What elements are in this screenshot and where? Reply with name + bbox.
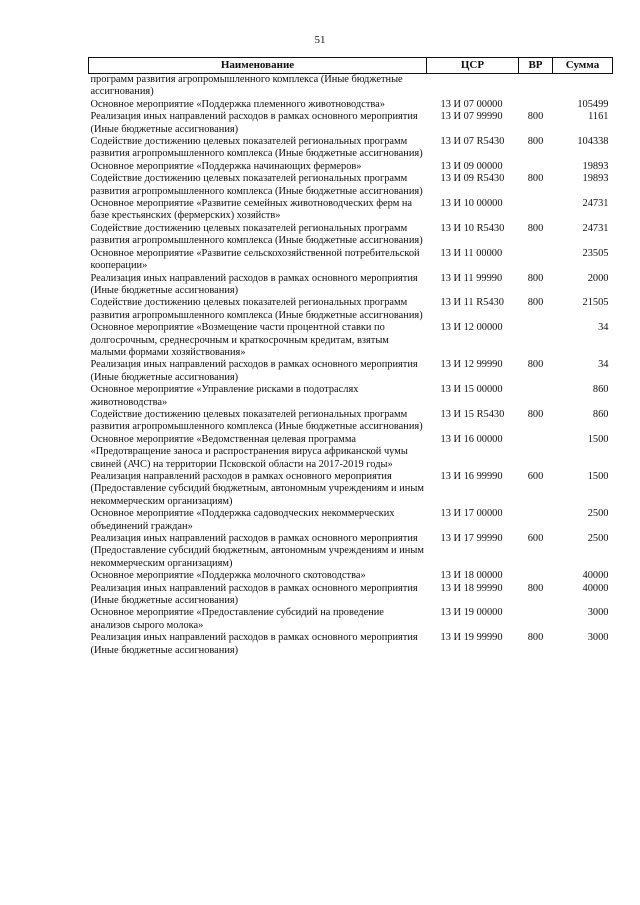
cell-name: Содействие достижению целевых показателей региональных программ развития агропромышленного комплекса (Иные бюджетные ассигнования) xyxy=(90,136,423,160)
table-header-row xyxy=(89,58,613,74)
table-row xyxy=(89,508,613,533)
table-row xyxy=(89,111,613,136)
table-row xyxy=(89,322,613,359)
cell-vr xyxy=(519,248,553,273)
cell-csr: 13 И 16 00000 xyxy=(440,433,503,445)
table-row xyxy=(89,297,613,322)
cell-csr: 13 И 10 R5430 xyxy=(440,222,505,234)
cell-csr: 13 И 11 99990 xyxy=(440,272,503,284)
cell-vr xyxy=(519,99,553,111)
cell-vr: 800 xyxy=(527,173,544,185)
cell-vr xyxy=(519,161,553,173)
cell-name: Основное мероприятие «Управление рисками в подотраслях животноводства» xyxy=(90,384,359,408)
cell-sum: 104338 xyxy=(577,136,609,148)
cell-csr: 13 И 07 00000 xyxy=(440,98,503,110)
table-row xyxy=(89,198,613,223)
cell-sum: 2500 xyxy=(587,533,609,545)
cell-csr: 13 И 10 00000 xyxy=(440,198,503,210)
cell-vr xyxy=(519,570,553,582)
table-row xyxy=(89,99,613,111)
cell-name: Реализация иных направлений расходов в рамках основного мероприятия (Иные бюджетные ассигнования) xyxy=(90,632,418,656)
cell-name: Реализация направлений расходов в рамках основного мероприятия (Предоставление субсидий бюджетным, автономным учреждениям и иным некоммерческим организациям) xyxy=(90,471,424,507)
table-row xyxy=(89,570,613,582)
cell-csr: 13 И 09 R5430 xyxy=(440,173,505,185)
cell-name: Содействие достижению целевых показателей региональных программ развития агропромышленного комплекса (Иные бюджетные ассигнования) xyxy=(90,297,423,321)
cell-csr: 13 И 07 R5430 xyxy=(440,136,505,148)
cell-sum: 860 xyxy=(592,384,609,396)
table-row xyxy=(89,409,613,434)
cell-vr: 800 xyxy=(527,297,544,309)
cell-sum: 24731 xyxy=(582,222,609,234)
cell-sum: 34 xyxy=(598,322,609,334)
cell-csr: 13 И 19 00000 xyxy=(440,607,503,619)
cell-vr xyxy=(519,434,553,471)
cell-sum: 21505 xyxy=(582,297,609,309)
table-row xyxy=(89,384,613,409)
table-row xyxy=(89,74,613,99)
cell-sum: 19893 xyxy=(582,160,609,172)
cell-vr: 800 xyxy=(527,359,544,371)
cell-vr xyxy=(519,198,553,223)
cell-vr: 800 xyxy=(527,272,544,284)
table-row xyxy=(89,471,613,508)
table-row xyxy=(89,136,613,161)
cell-csr: 13 И 16 99990 xyxy=(440,471,503,482)
cell-sum: 34 xyxy=(598,359,609,371)
cell-name: Реализация иных направлений расходов в рамках основного мероприятия (Иные бюджетные ассигнования) xyxy=(90,111,418,135)
cell-sum: 19893 xyxy=(582,173,609,185)
cell-name: Реализация иных направлений расходов в рамках основного мероприятия (Иные бюджетные ассигнования) xyxy=(90,272,418,296)
cell-csr: 13 И 17 00000 xyxy=(440,508,503,520)
cell-sum: 40000 xyxy=(582,582,609,594)
cell-vr: 800 xyxy=(527,136,544,148)
cell-csr: 13 И 09 00000 xyxy=(440,160,503,172)
cell-sum: 2500 xyxy=(587,508,609,520)
cell-name: Основное мероприятие «Поддержка начинающих фермеров» xyxy=(90,160,362,172)
table-row xyxy=(89,632,613,657)
cell-name: Основное мероприятие «Развитие сельскохозяйственной потребительской кооперации» xyxy=(90,247,420,272)
table-row xyxy=(89,359,613,384)
cell-name: Основное мероприятие «Поддержка молочного скотоводства» xyxy=(90,570,366,582)
table-row xyxy=(89,273,613,298)
cell-name: Основное мероприятие «Поддержка племенного животноводства» xyxy=(90,98,385,110)
cell-vr: 800 xyxy=(527,408,544,420)
cell-name: Содействие достижению целевых показателей региональных программ развития агропромышленного комплекса (Иные бюджетные ассигнования) xyxy=(90,408,423,433)
page-number: 51 xyxy=(314,34,326,46)
table-row xyxy=(89,173,613,198)
cell-csr: 13 И 18 99990 xyxy=(440,582,503,594)
cell-sum xyxy=(553,74,613,99)
cell-csr: 13 И 15 00000 xyxy=(440,384,503,396)
cell-name: Основное мероприятие «Поддержка садоводческих некоммерческих объединений граждан» xyxy=(90,508,395,532)
cell-vr: 600 xyxy=(527,533,544,545)
cell-vr: 800 xyxy=(527,632,544,644)
cell-csr: 13 И 11 00000 xyxy=(440,247,503,259)
cell-name: Основное мероприятие «Ведомственная целевая программа «Предотвращение заноса и распространения вируса африканской чумы свиней (АЧС) на территории Псковской области на 2017-2019 годы» xyxy=(90,433,408,470)
cell-name: Содействие достижению целевых показателей региональных программ развития агропромышленного комплекса (Иные бюджетные ассигнования) xyxy=(90,222,423,247)
header-sum: Сумма xyxy=(553,58,613,74)
budget-table xyxy=(88,57,613,657)
cell-name: Основное мероприятие «Развитие семейных животноводческих ферм на базе крестьянских (фермерских) хозяйств» xyxy=(90,198,413,222)
cell-vr xyxy=(519,607,553,632)
cell-sum: 24731 xyxy=(582,198,609,210)
cell-vr xyxy=(519,508,553,533)
cell-csr: 13 И 17 99990 xyxy=(440,533,503,545)
cell-vr: 600 xyxy=(527,471,544,482)
cell-sum: 23505 xyxy=(582,247,609,259)
cell-name: Реализация иных направлений расходов в рамках основного мероприятия (Иные бюджетные ассигнования) xyxy=(90,359,418,383)
cell-csr: 13 И 11 R5430 xyxy=(440,297,504,309)
cell-sum: 40000 xyxy=(582,570,609,582)
cell-vr xyxy=(519,384,553,409)
cell-csr: 13 И 12 00000 xyxy=(440,322,503,334)
table-row xyxy=(89,161,613,173)
cell-csr: 13 И 07 99990 xyxy=(440,111,503,123)
table-row xyxy=(89,248,613,273)
table-body xyxy=(89,74,613,658)
cell-name: Реализация иных направлений расходов в рамках основного мероприятия (Иные бюджетные ассигнования) xyxy=(90,582,418,607)
table-row xyxy=(89,607,613,632)
table-row xyxy=(89,223,613,248)
cell-csr: 13 И 15 R5430 xyxy=(440,408,505,420)
cell-sum: 1161 xyxy=(588,111,609,123)
cell-vr xyxy=(519,74,553,99)
header-vr: ВР xyxy=(519,58,553,74)
cell-csr: 13 И 19 99990 xyxy=(440,632,503,644)
cell-csr xyxy=(427,74,519,99)
cell-name: программ развития агропромышленного комплекса (Иные бюджетные ассигнования) xyxy=(90,74,403,98)
cell-sum: 860 xyxy=(592,408,609,420)
table-row xyxy=(89,583,613,608)
cell-sum: 2000 xyxy=(587,272,609,284)
cell-sum: 3000 xyxy=(587,607,609,619)
table-row xyxy=(89,533,613,570)
cell-vr: 800 xyxy=(527,222,544,234)
cell-name: Основное мероприятие «Возмещение части процентной ставки по долгосрочным, среднесрочным и краткосрочным кредитам, взятым малыми формами хозяйствования» xyxy=(90,322,389,358)
cell-vr: 800 xyxy=(527,582,544,594)
table-row xyxy=(89,434,613,471)
cell-sum: 105499 xyxy=(577,98,609,110)
header-csr: ЦСР xyxy=(427,58,519,74)
cell-csr: 13 И 18 00000 xyxy=(440,570,503,582)
cell-sum: 1500 xyxy=(587,433,609,445)
cell-name: Реализация иных направлений расходов в рамках основного мероприятия (Предоставление субсидий бюджетным, автономным учреждениям и иным некоммерческим организациям) xyxy=(90,533,424,569)
cell-name: Основное мероприятие «Предоставление субсидий на проведение анализов сырого молока» xyxy=(90,607,384,631)
cell-sum: 3000 xyxy=(587,632,609,644)
header-name: Наименование xyxy=(89,58,427,74)
cell-name: Содействие достижению целевых показателей региональных программ развития агропромышленного комплекса (Иные бюджетные ассигнования) xyxy=(90,173,423,197)
cell-vr: 800 xyxy=(527,111,544,123)
cell-csr: 13 И 12 99990 xyxy=(440,359,503,371)
cell-vr xyxy=(519,322,553,359)
cell-sum: 1500 xyxy=(587,471,609,482)
